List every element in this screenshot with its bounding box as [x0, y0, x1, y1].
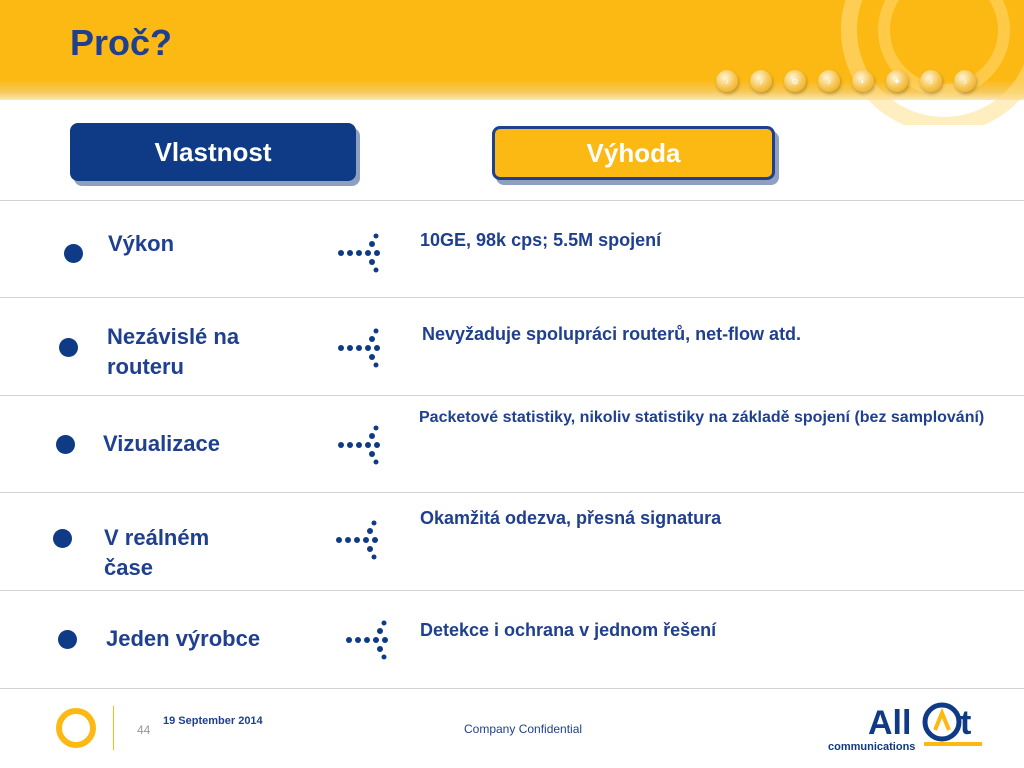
benefit-text: Okamžitá odezva, přesná signatura	[420, 508, 722, 528]
bullet-dot-icon	[59, 338, 78, 357]
svg-text:t: t	[960, 704, 972, 742]
allot-logo	[826, 700, 986, 756]
header-button-row	[716, 70, 976, 92]
feature-label: Vizualizace	[103, 431, 220, 456]
feature-column-label: Vlastnost	[70, 123, 356, 181]
svg-text:communications: communications	[828, 741, 916, 753]
header-button-3[interactable]: ⊙	[784, 70, 806, 92]
dotted-arrow-icon	[337, 233, 385, 273]
feature-label: Výkon	[108, 231, 175, 256]
slide-title: Proč?	[70, 22, 173, 63]
feature-label: Jeden výrobce	[106, 626, 261, 651]
benefit-column-label: Výhoda	[492, 126, 775, 180]
feature-label: Nezávislé na routeru	[107, 324, 240, 379]
dotted-arrow-icon	[335, 520, 383, 560]
footer-separator	[113, 706, 114, 750]
header-button-7[interactable]: ♪	[920, 70, 942, 92]
bullet-dot-icon	[64, 244, 83, 263]
footer-ring-icon	[55, 707, 97, 749]
bullet-dot-icon	[56, 435, 75, 454]
row-divider	[0, 395, 1024, 396]
benefit-text: Nevyžaduje spolupráci routerů, net-flow atd.	[422, 324, 802, 344]
row-divider	[0, 297, 1024, 298]
header-button-2[interactable]: ♪	[750, 70, 772, 92]
header-button-4[interactable]: ♪	[818, 70, 840, 92]
row-divider	[0, 492, 1024, 493]
header-button-1[interactable]: ♪	[716, 70, 738, 92]
row-divider	[0, 688, 1024, 689]
dotted-arrow-icon	[337, 425, 385, 465]
header-button-6[interactable]: ✦	[886, 70, 908, 92]
benefit-text: 10GE, 98k cps; 5.5M spojení	[420, 230, 662, 250]
header-button-5[interactable]: ◐	[852, 70, 874, 92]
row-divider	[0, 590, 1024, 591]
benefit-text: Detekce i ochrana v jednom řešení	[420, 620, 717, 640]
bullet-dot-icon	[53, 529, 72, 548]
svg-text:All: All	[868, 704, 912, 742]
benefit-text: Packetové statistiky, nikoliv statistiky na základě spojení (bez samplování)	[419, 409, 985, 426]
dotted-arrow-icon	[345, 620, 393, 660]
footer-confidential: Company Confidential	[464, 722, 583, 736]
header-banner	[0, 0, 1024, 100]
header-decoration	[794, 0, 1024, 125]
dotted-arrow-icon	[337, 328, 385, 368]
feature-label: V reálném čase	[104, 525, 210, 580]
footer-date: 19 September 2014	[163, 715, 263, 727]
bullet-dot-icon	[58, 630, 77, 649]
page-number: 44	[137, 723, 151, 737]
header-button-8[interactable]: ♪	[954, 70, 976, 92]
row-divider	[0, 200, 1024, 201]
